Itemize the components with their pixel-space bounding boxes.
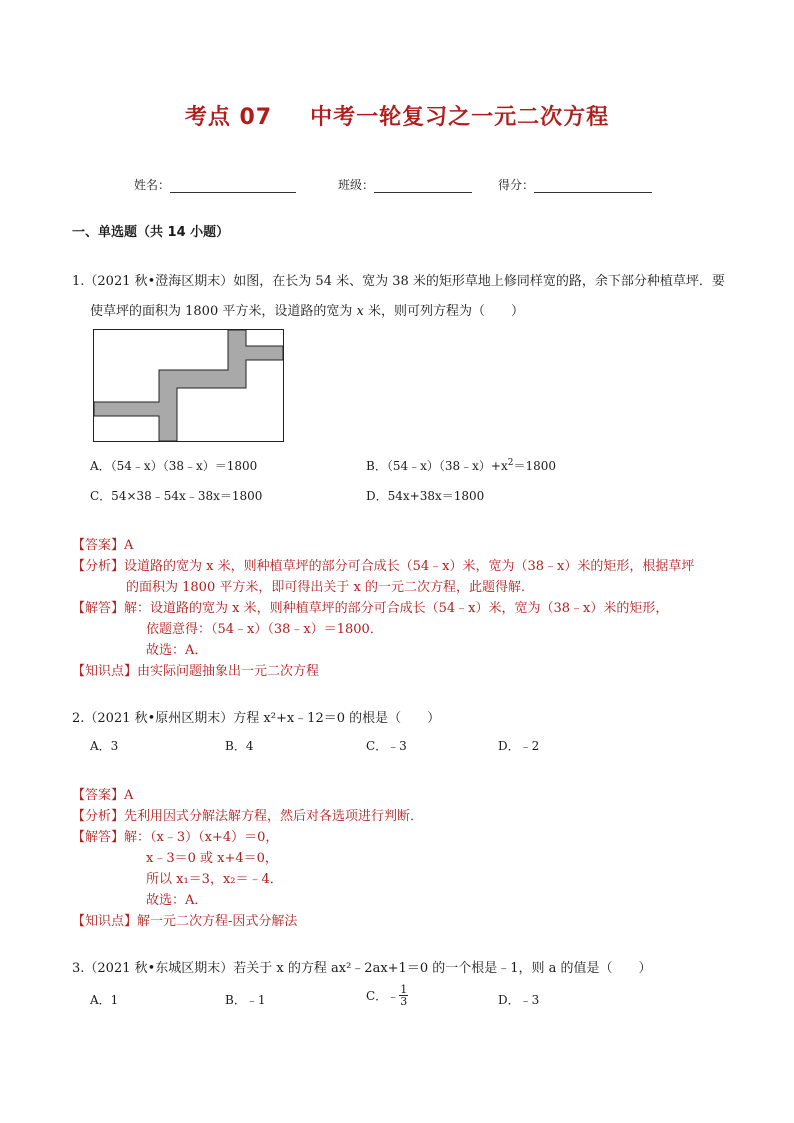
- q1-option-a[interactable]: A．（54﹣x）（38﹣x）＝1800: [90, 459, 258, 473]
- q1-solution-line3: 故选：A．: [146, 643, 208, 658]
- q3-option-b[interactable]: B．﹣1: [225, 993, 266, 1007]
- class-field: [338, 176, 472, 193]
- q1-answer: 【答案】A: [72, 538, 134, 553]
- q3-option-c[interactable]: C．﹣ $\frac{1}{3}$: [366, 983, 408, 1008]
- q1-option-d[interactable]: D．54x+38x＝1800: [366, 489, 485, 503]
- q1-analysis-line2: 的面积为 1800 平方米，即可得出关于 x 的一元二次方程，此题得解．: [126, 580, 534, 595]
- q1-solution-line2: 依题意得：（54﹣x）（38﹣x）＝1800．: [146, 622, 383, 637]
- title-text: 中考一轮复习之一元二次方程: [310, 105, 610, 130]
- q2-option-c[interactable]: C．﹣3: [366, 739, 407, 753]
- section-heading: 一、单选题（共 14 小题）: [72, 225, 230, 240]
- q2-option-a[interactable]: A．3: [90, 739, 119, 753]
- fraction-one-third: $\frac{1}{3}$: [400, 983, 408, 1008]
- q1-stem-line1: 1.（2021 秋•澄海区期末）如图，在长为 54 米、宽为 38 米的矩形草地上修同样宽的路，余下部分种植草坪．要: [72, 274, 725, 289]
- q1-figure: [93, 329, 285, 443]
- name-field: [134, 176, 296, 193]
- class-label: 班级：: [338, 178, 375, 192]
- q1-option-b[interactable]: B．$(54﹣x)(38﹣x)+x^2=1800$: [366, 458, 556, 473]
- q3-option-d[interactable]: D．﹣3: [498, 993, 540, 1007]
- q2-solution-line4: 故选：A．: [146, 893, 208, 908]
- q1-option-c[interactable]: C．54×38﹣54x﹣38x＝1800: [90, 489, 263, 503]
- q2-option-d[interactable]: D．﹣2: [498, 739, 540, 753]
- q2-option-b[interactable]: B．4: [225, 739, 254, 753]
- q2-stem: 2.（2021 秋•原州区期末）方程 x²+x﹣12＝0 的根是（ ）: [72, 711, 441, 726]
- q2-answer: 【答案】A: [72, 788, 134, 803]
- name-blank[interactable]: [170, 180, 296, 193]
- q2-solution-line2: x﹣3＝0 或 x+4＝0，: [146, 851, 278, 866]
- score-blank[interactable]: [534, 180, 652, 193]
- q2-analysis: 【分析】先利用因式分解法解方程，然后对各选项进行判断．: [72, 809, 424, 824]
- name-label: 姓名：: [134, 178, 171, 192]
- q1-knowledge: 【知识点】由实际问题抽象出一元二次方程: [72, 664, 320, 679]
- page-title: [0, 100, 794, 131]
- q1-solution: 【解答】解：设道路的宽为 x 米，则种植草坪的部分可合成长（54﹣x）米，宽为（38﹣x）米的矩形，: [72, 601, 669, 616]
- q1-stem-line2: 使草坪的面积为 1800 平方米，设道路的宽为 x 米，则可列方程为（ ）: [90, 304, 524, 319]
- score-field: [498, 176, 652, 193]
- q2-solution-line3: 所以 x₁＝3，x₂＝﹣4．: [146, 872, 283, 887]
- score-label: 得分：: [498, 178, 535, 192]
- q2-solution: 【解答】解：（x﹣3）（x+4）＝0，: [72, 830, 279, 845]
- class-blank[interactable]: [374, 180, 472, 193]
- q1-analysis: 【分析】设道路的宽为 x 米，则种植草坪的部分可合成长（54﹣x）米，宽为（38﹣x）米的矩形，根据草坪: [72, 559, 695, 574]
- title-topic-number: 考点 07: [184, 105, 273, 130]
- q2-knowledge: 【知识点】解一元二次方程-因式分解法: [72, 914, 298, 929]
- q3-option-a[interactable]: A．1: [90, 993, 119, 1007]
- q3-stem: 3.（2021 秋•东城区期末）若关于 x 的方程 ax²﹣2ax+1＝0 的一个根是﹣1，则 a 的值是（ ）: [72, 961, 652, 976]
